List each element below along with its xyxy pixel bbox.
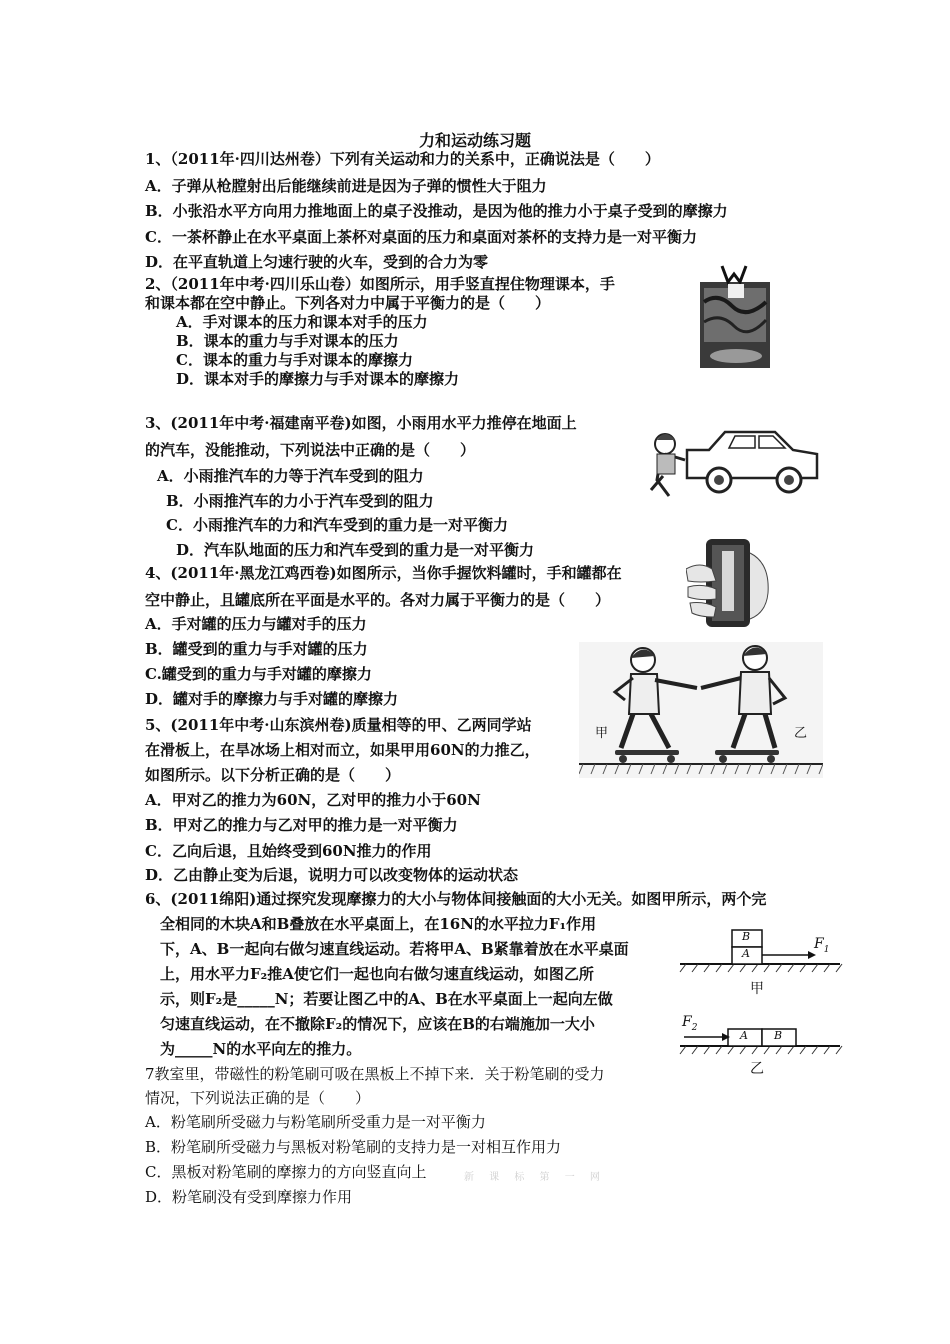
page-title: 力和运动练习题	[418, 131, 531, 150]
q1-option-b: B．小张沿水平方向用力推地面上的桌子没推动，是因为他的推力小于桌子受到的摩擦力	[145, 202, 728, 220]
q5-option-d: D．乙由静止变为后退，说明力可以改变物体的运动状态	[145, 866, 519, 884]
hand-can-figure	[686, 533, 774, 631]
q4-stem-line2: 空中静止，且罐底所在平面是水平的。各对力属于平衡力的是（ ）	[145, 591, 611, 609]
block-force-diagram	[676, 922, 844, 1080]
q3-stem-line2: 的汽车，没能推动，下列说法中正确的是（ ）	[145, 441, 476, 459]
q2-stem-line2: 和课本都在空中静止。下列各对力中属于平衡力的是（ ）	[145, 294, 551, 312]
q2-option-c: C．课本的重力与手对课本的摩擦力	[176, 351, 413, 369]
q6-line7: 为_____N的水平向左的推力。	[160, 1040, 362, 1058]
q5-option-b: B．甲对乙的推力与乙对甲的推力是一对平衡力	[145, 816, 458, 834]
watermark: 新 课 标 第 一 网	[464, 1172, 606, 1183]
q6-line2: 全相同的木块A和B叠放在水平桌面上，在16N的水平拉力F₁作用	[160, 915, 597, 933]
q7-option-d: D．粉笔刷没有受到摩擦力作用	[145, 1188, 353, 1206]
q3-option-d: D．汽车队地面的压力和汽车受到的重力是一对平衡力	[176, 541, 535, 559]
q4-option-a: A．手对罐的压力与罐对手的压力	[145, 615, 367, 633]
figure-label-yi: 乙	[794, 726, 808, 741]
q2-option-a: A．手对课本的压力和课本对手的压力	[176, 313, 428, 331]
figure-yi-label: 乙	[750, 1061, 764, 1077]
q4-option-b: B．罐受到的重力与手对罐的压力	[145, 640, 368, 658]
skateboard-push-figure	[579, 642, 823, 778]
q5-option-c: C．乙向后退，且始终受到60N推力的作用	[145, 842, 432, 860]
figure-label-jia: 甲	[595, 726, 609, 741]
q4-option-d: D．罐对手的摩擦力与手对罐的摩擦力	[145, 690, 399, 708]
q3-option-c: C．小雨推汽车的力和汽车受到的重力是一对平衡力	[166, 516, 508, 534]
q4-stem-line1: 4、(2011年·黑龙江鸡西卷)如图所示，当你手握饮料罐时，手和罐都在	[145, 564, 622, 582]
q1-option-d: D．在平直轨道上匀速行驶的火车，受到的合力为零	[145, 253, 489, 271]
q5-stem-line2: 在滑板上，在旱冰场上相对而立，如果甲用60N的力推乙，	[145, 741, 540, 759]
q7-stem-line2: 情况，下列说法正确的是（ ）	[145, 1089, 371, 1107]
q2-option-d: D．课本对手的摩擦力与手对课本的摩擦力	[176, 370, 460, 388]
block-b-label-bottom: B	[774, 1029, 783, 1042]
q7-stem-line1: 7教室里，带磁性的粉笔刷可吸在黑板上不掉下来．关于粉笔刷的受力	[145, 1065, 605, 1083]
q5-stem-line1: 5、(2011年中考·山东滨州卷)质量相等的甲、乙两同学站	[145, 716, 532, 734]
block-a-label-top: A	[742, 947, 750, 960]
q3-stem-line1: 3、(2011年中考·福建南平卷)如图，小雨用水平力推停在地面上	[145, 414, 577, 432]
q6-line6: 匀速直线运动，在不撤除F₂的情况下，应该在B的右端施加一大小	[160, 1015, 595, 1033]
q4-option-c: C.罐受到的重力与手对罐的摩擦力	[145, 665, 372, 683]
figure-jia-label: 甲	[750, 981, 764, 997]
q6-line4: 上，用水平力F₂推A使它们一起也向右做匀速直线运动，如图乙所	[160, 965, 594, 983]
q2-stem-line1: 2、（2011年中考·四川乐山卷）如图所示，用手竖直捏住物理课本，手	[145, 275, 615, 293]
hand-book-figure	[698, 262, 774, 374]
boy-pushing-car-figure	[647, 420, 822, 505]
q6-line3: 下，A、B一起向右做匀速直线运动。若将甲A、B紧靠着放在水平桌面	[160, 940, 629, 958]
q7-option-a: A．粉笔刷所受磁力与粉笔刷所受重力是一对平衡力	[145, 1113, 486, 1131]
q1-option-a: A．子弹从枪膛射出后能继续前进是因为子弹的惯性大于阻力	[145, 177, 547, 195]
q7-option-c: C．黑板对粉笔刷的摩擦力的方向竖直向上	[145, 1163, 427, 1181]
q6-line1: 6、(2011绵阳)通过探究发现摩擦力的大小与物体间接触面的大小无关。如图甲所示，两个完	[145, 890, 767, 908]
q5-option-a: A．甲对乙的推力为60N，乙对甲的推力小于60N	[145, 791, 481, 809]
block-b-label-top: B	[742, 930, 751, 943]
q1-stem: 1、（2011年·四川达州卷）下列有关运动和力的关系中，正确说法是（ ）	[145, 150, 660, 168]
q6-line5: 示，则F₂是_____N；若要让图乙中的A、B在水平桌面上一起向左做	[160, 990, 613, 1008]
force-f1-label: $F_1$	[814, 936, 830, 955]
block-a-label-bottom: A	[740, 1029, 748, 1042]
q1-option-c: C．一茶杯静止在水平桌面上茶杯对桌面的压力和桌面对茶杯的支持力是一对平衡力	[145, 228, 697, 246]
q7-option-b: B．粉笔刷所受磁力与黑板对粉笔刷的支持力是一对相互作用力	[145, 1138, 562, 1156]
q2-option-b: B．课本的重力与手对课本的压力	[176, 332, 399, 350]
q3-option-b: B．小雨推汽车的力小于汽车受到的阻力	[166, 492, 434, 510]
q3-option-a: A．小雨推汽车的力等于汽车受到的阻力	[157, 467, 424, 485]
force-f2-label: $F_2$	[682, 1014, 698, 1033]
q5-stem-line3: 如图所示。以下分析正确的是（ ）	[145, 766, 401, 784]
